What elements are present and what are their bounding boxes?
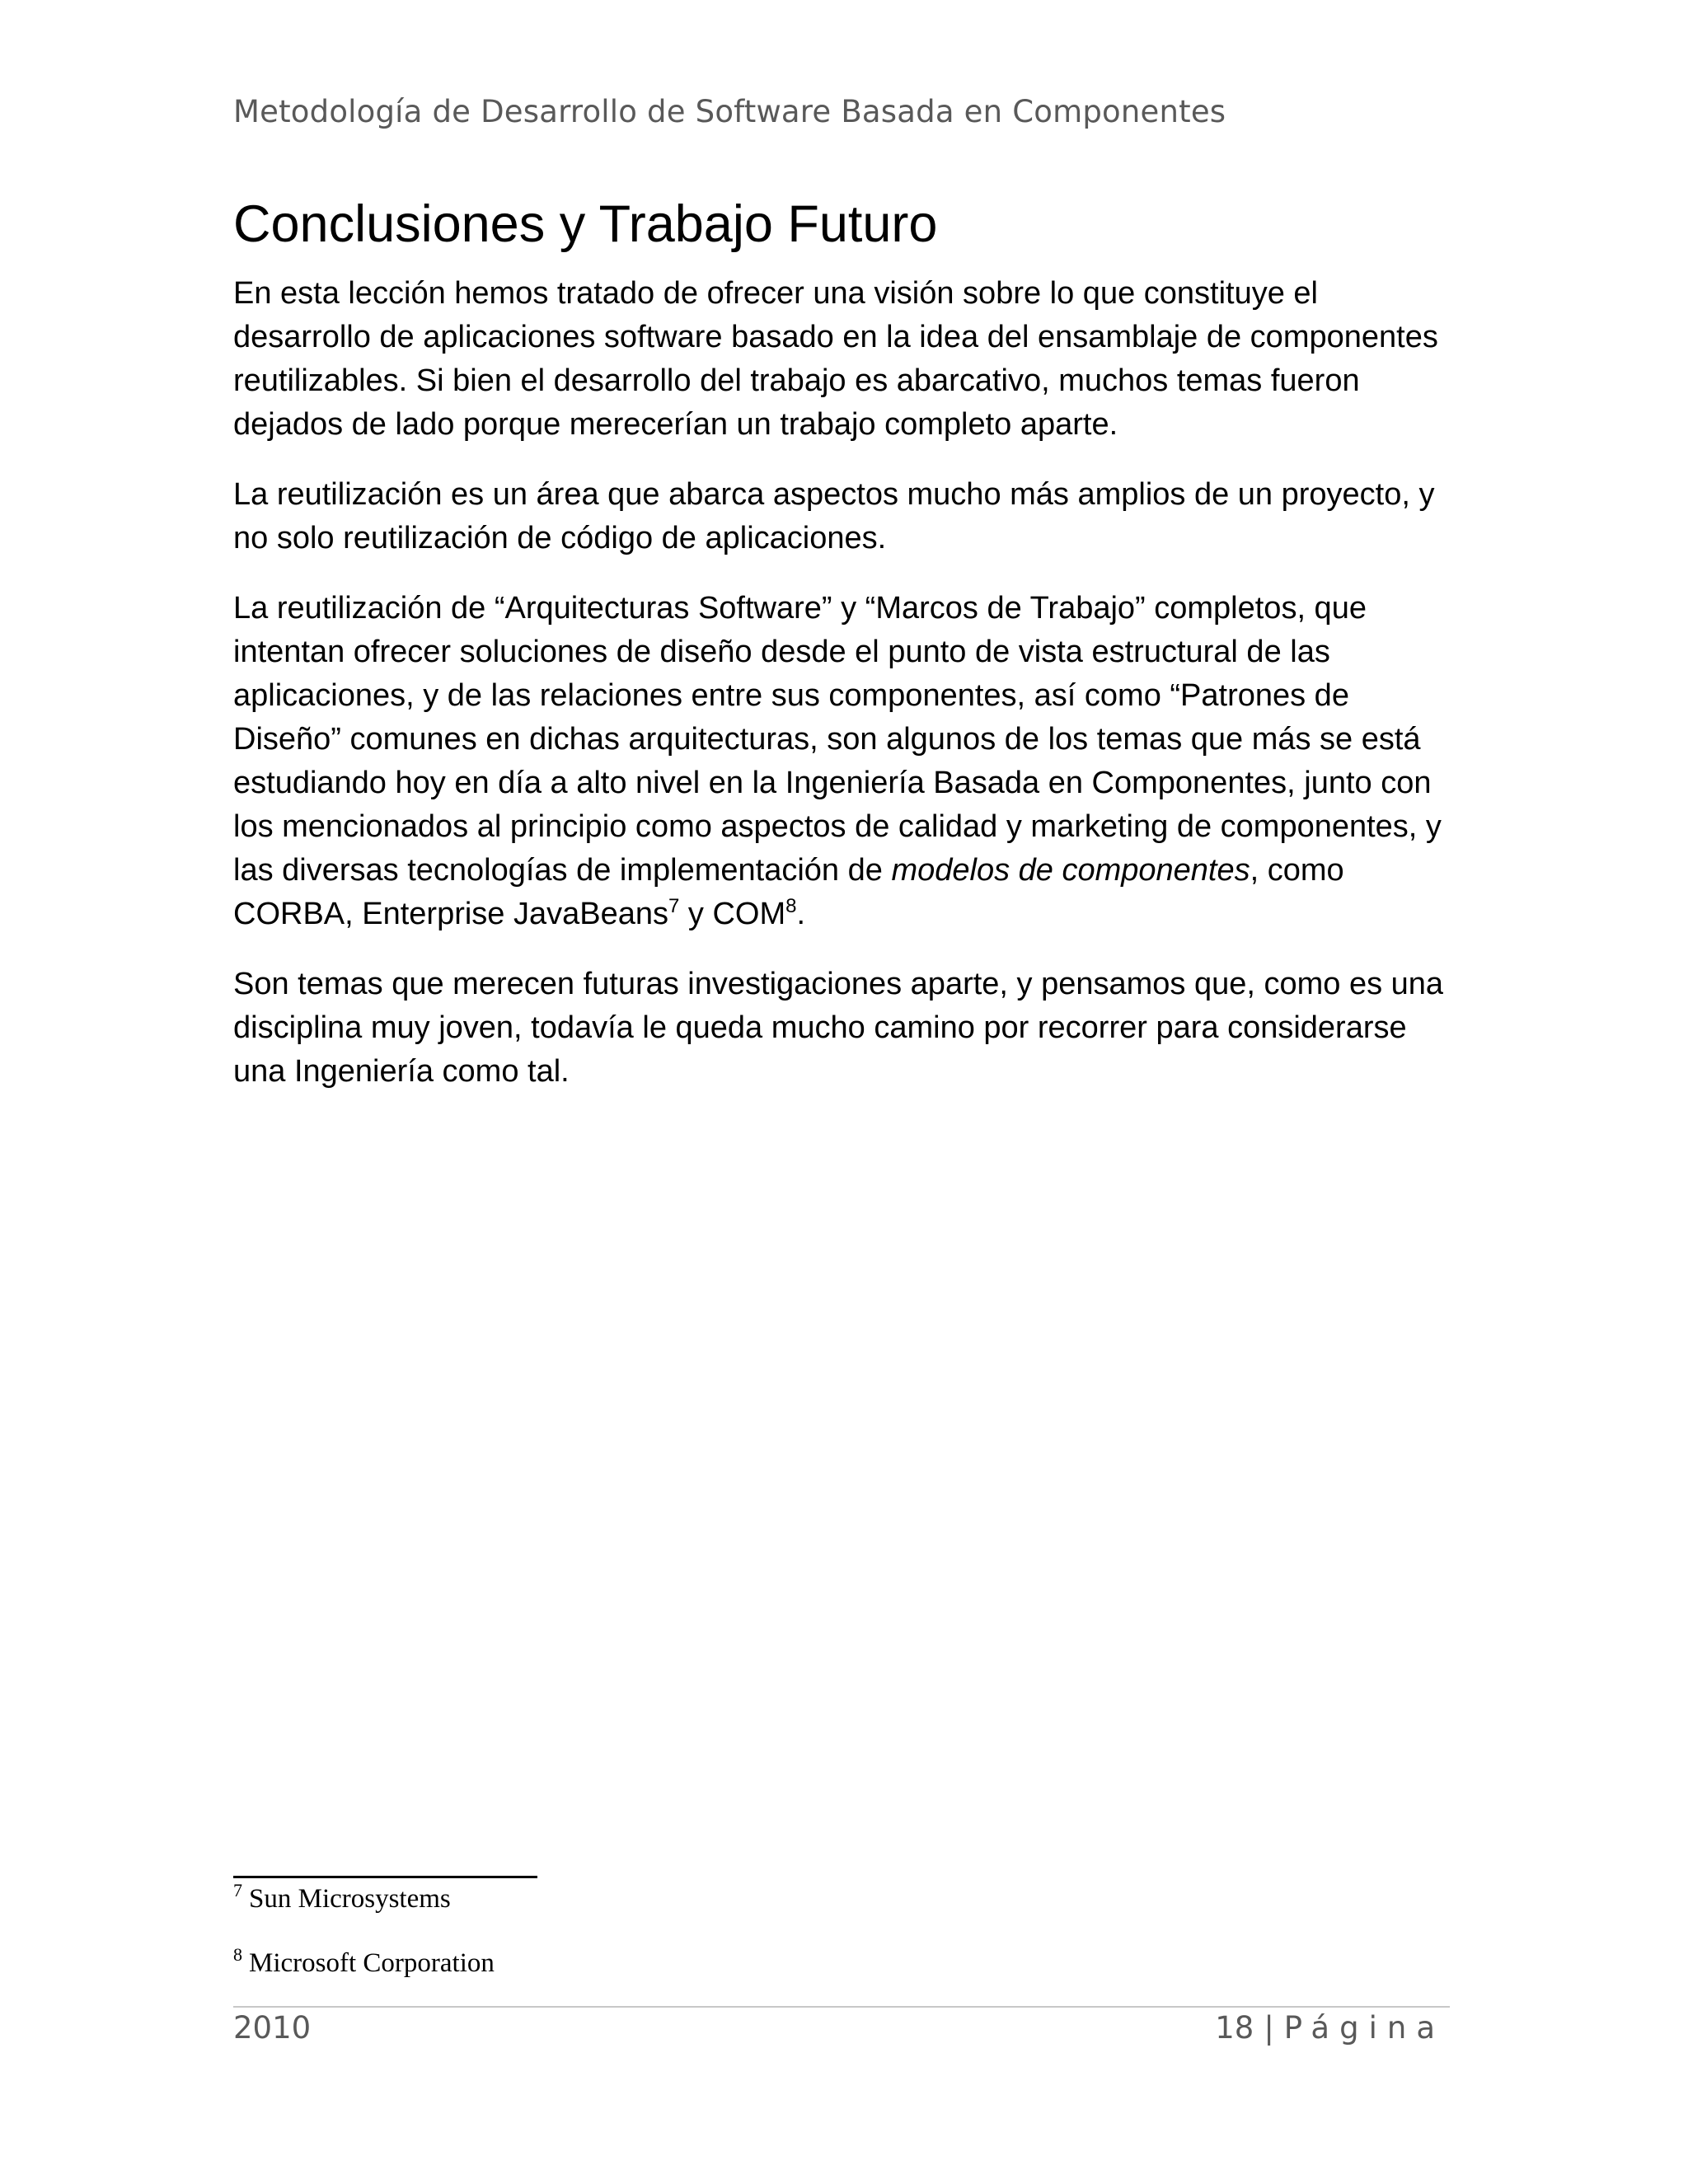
paragraph-3-text-com: y COM	[679, 897, 786, 931]
footnote-text: Microsoft Corporation	[249, 1948, 495, 1978]
footnote-separator	[233, 1876, 537, 1878]
page-number-value: 18	[1215, 2010, 1254, 2046]
running-header: Metodología de Desarrollo de Software Basada en Componentes	[233, 94, 1226, 129]
paragraph-4: Son temas que merecen futuras investigaciones aparte, y pensamos que, como es una disciplina muy joven, todavía le queda mucho camino por recorrer para considerarse una Ingeniería como tal.	[233, 967, 1444, 1089]
footnote-7	[233, 1882, 495, 1915]
page-separator: |	[1264, 2010, 1274, 2046]
paragraph-1: En esta lección hemos tratado de ofrecer una visión sobre lo que constituye el desarrollo de aplicaciones software basado en la idea del ensamblaje de componentes reutilizables. Si bien el desarrollo del trabajo es abarcativo, muchos temas fueron dejados de lado porque merecerían un trabajo completo aparte.	[233, 276, 1438, 442]
paragraph-2: La reutilización es un área que abarca aspectos mucho más amplios de un proyecto, y no solo reutilización de código de aplicaciones.	[233, 477, 1435, 555]
page-word: Página	[1283, 2010, 1445, 2046]
footnote-ref-7[interactable]: 7	[668, 895, 680, 917]
footnote-text: Sun Microsystems	[249, 1884, 451, 1914]
footnotes	[233, 1882, 495, 1980]
paragraph-3	[233, 587, 1453, 936]
footnote-ref-8[interactable]: 8	[785, 895, 797, 917]
footnote-8	[233, 1944, 495, 1980]
footnote-number: 7	[233, 1880, 242, 1900]
page-number	[1215, 2008, 1445, 2049]
paragraph-3-text-cont: , como CORBA, Enterprise JavaBeans	[233, 853, 1344, 931]
main-content	[233, 191, 1453, 1120]
paragraph-3-end: .	[796, 897, 806, 931]
footnote-number: 8	[233, 1944, 242, 1965]
italic-term: modelos de componentes	[891, 853, 1250, 888]
paragraph-3-text: La reutilización de “Arquitecturas Software” y “Marcos de Trabajo” completos, que intentan ofrecer soluciones de diseño desde el punto de vista estructural de las aplicaciones, y de las relaciones entre sus componentes, así como “Patrones de Diseño” comunes en dichas arquitecturas, son algunos de los temas que más se está estudiando hoy en día a alto nivel en la Ingeniería Basada en Componentes, junto con los mencionados al principio como aspectos de calidad y marketing de componentes, y las diversas tecnologías de implementación de	[233, 591, 1442, 888]
footer-year: 2010	[233, 2010, 312, 2046]
section-title: Conclusiones y Trabajo Futuro	[233, 195, 938, 253]
